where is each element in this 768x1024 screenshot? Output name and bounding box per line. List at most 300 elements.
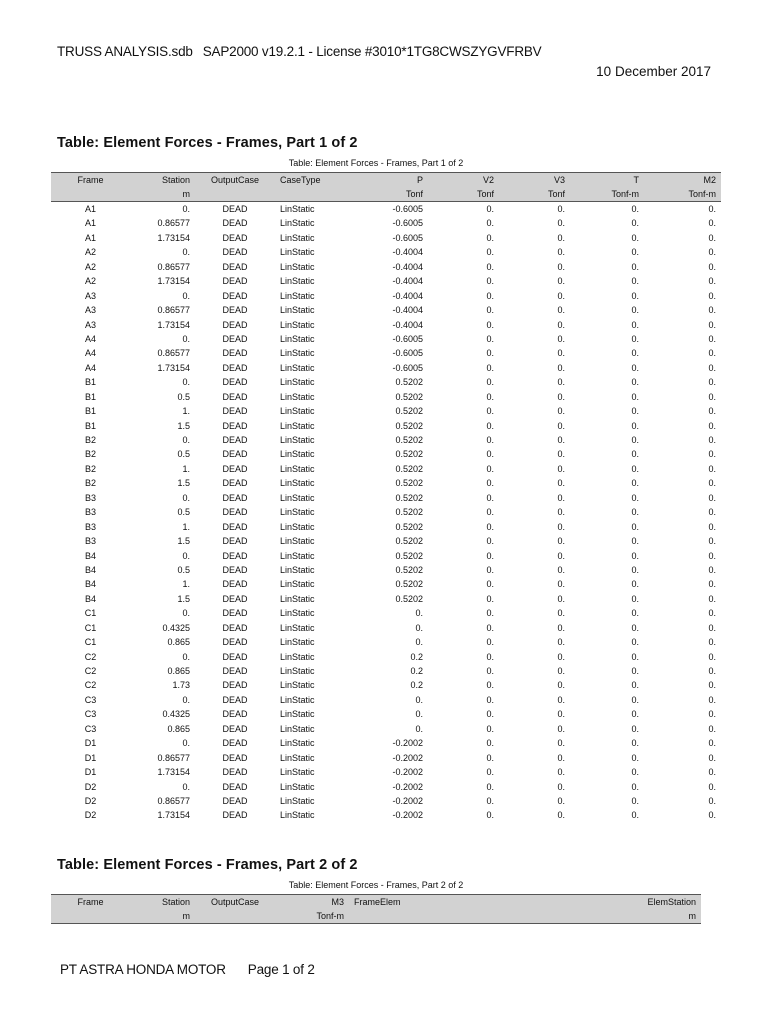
cell-outputcase: DEAD: [222, 377, 248, 388]
table-row: [51, 260, 721, 274]
cell-t: 0.: [631, 261, 639, 272]
cell-outputcase: DEAD: [222, 463, 248, 474]
cell-m2: 0.: [708, 492, 716, 503]
cell-frame: A2: [84, 276, 96, 287]
cell-station: 0.5: [177, 391, 190, 402]
cell-v3: 0.: [557, 391, 565, 402]
cell-t: 0.: [631, 348, 639, 359]
col-header-m2: M2: [644, 173, 721, 188]
unit-v2: Tonf: [428, 187, 499, 202]
cell-station: 0.: [182, 333, 190, 344]
cell-v3: 0.: [557, 247, 565, 258]
cell-frame: B3: [84, 507, 96, 518]
table-row: [51, 520, 721, 534]
cell-station: 1.73: [172, 680, 190, 691]
cell-p: -0.2002: [392, 752, 423, 763]
cell-casetype: LinStatic: [280, 810, 315, 821]
cell-v2: 0.: [486, 738, 494, 749]
table-row: [51, 621, 721, 635]
cell-v3: 0.: [557, 723, 565, 734]
cell-casetype: LinStatic: [280, 406, 315, 417]
table-row: [51, 534, 721, 548]
table-row: [51, 577, 721, 591]
cell-station: 0.5: [177, 449, 190, 460]
cell-t: 0.: [631, 435, 639, 445]
table-row: [51, 650, 721, 664]
cell-v3: 0.: [557, 666, 565, 676]
cell-p: -0.4004: [392, 319, 423, 330]
cell-v3: 0.: [557, 608, 565, 619]
cell-p: 0.: [415, 622, 423, 633]
cell-frame: C3: [84, 694, 97, 705]
cell-v3: 0.: [557, 738, 565, 749]
unit-v3: Tonf: [499, 187, 570, 202]
cell-v2: 0.: [486, 377, 494, 388]
cell-casetype: LinStatic: [280, 694, 315, 705]
cell-casetype: LinStatic: [280, 723, 315, 734]
cell-casetype: LinStatic: [280, 478, 315, 489]
cell-outputcase: DEAD: [222, 651, 248, 662]
unit-outputcase: [195, 909, 275, 924]
cell-casetype: LinStatic: [280, 449, 315, 460]
cell-station: 0.86577: [157, 305, 190, 316]
cell-frame: B4: [84, 564, 96, 575]
cell-v2: 0.: [486, 536, 494, 547]
cell-p: 0.: [415, 637, 423, 648]
col-header-outputcase: OutputCase: [195, 895, 275, 910]
cell-casetype: LinStatic: [280, 608, 315, 619]
cell-v3: 0.: [557, 333, 565, 344]
cell-outputcase: DEAD: [222, 608, 248, 619]
cell-v2: 0.: [486, 478, 494, 489]
table-row: [51, 664, 721, 678]
cell-outputcase: DEAD: [222, 550, 248, 561]
cell-outputcase: DEAD: [222, 435, 248, 445]
cell-frame: B2: [84, 435, 96, 445]
table-row: [51, 693, 721, 707]
cell-m2: 0.: [708, 478, 716, 489]
cell-t: 0.: [631, 694, 639, 705]
cell-v2: 0.: [486, 709, 494, 720]
cell-v3: 0.: [557, 261, 565, 272]
cell-v2: 0.: [486, 593, 494, 604]
cell-p: -0.4004: [392, 290, 423, 301]
cell-frame: B2: [84, 478, 96, 489]
cell-outputcase: DEAD: [222, 492, 248, 503]
cell-p: 0.5202: [395, 420, 423, 431]
cell-t: 0.: [631, 666, 639, 676]
col-header-outputcase: OutputCase: [195, 173, 275, 188]
cell-station: 0.: [182, 550, 190, 561]
cell-station: 0.: [182, 290, 190, 301]
cell-m2: 0.: [708, 550, 716, 561]
cell-t: 0.: [631, 536, 639, 547]
table-row: [51, 419, 721, 433]
col-header-station: Station: [130, 895, 195, 910]
cell-v3: 0.: [557, 204, 565, 214]
cell-p: 0.5202: [395, 579, 423, 590]
cell-v2: 0.: [486, 348, 494, 359]
cell-t: 0.: [631, 362, 639, 373]
cell-frame: C2: [84, 666, 97, 676]
cell-t: 0.: [631, 781, 639, 792]
table-row: [51, 606, 721, 620]
unit-frame: [51, 187, 130, 202]
cell-v3: 0.: [557, 810, 565, 821]
unit-p: Tonf: [349, 187, 428, 202]
table-row: [51, 476, 721, 490]
cell-v2: 0.: [486, 795, 494, 806]
table-row: [51, 462, 721, 476]
cell-outputcase: DEAD: [222, 752, 248, 763]
cell-t: 0.: [631, 218, 639, 229]
cell-casetype: LinStatic: [280, 637, 315, 648]
table-row: [51, 736, 721, 750]
table-row: [51, 231, 721, 245]
cell-frame: D1: [84, 767, 97, 778]
cell-v3: 0.: [557, 377, 565, 388]
cell-p: -0.4004: [392, 305, 423, 316]
table-row: [51, 751, 721, 765]
cell-outputcase: DEAD: [222, 767, 248, 778]
table2-title: Table: Element Forces - Frames, Part 2 of 2: [57, 857, 358, 873]
cell-t: 0.: [631, 478, 639, 489]
cell-station: 0.865: [167, 723, 190, 734]
cell-v2: 0.: [486, 463, 494, 474]
cell-v2: 0.: [486, 247, 494, 258]
cell-t: 0.: [631, 550, 639, 561]
cell-station: 0.4325: [162, 622, 190, 633]
cell-station: 0.86577: [157, 261, 190, 272]
cell-frame: B3: [84, 492, 96, 503]
cell-station: 1.5: [177, 593, 190, 604]
cell-t: 0.: [631, 377, 639, 388]
cell-outputcase: DEAD: [222, 521, 248, 532]
cell-casetype: LinStatic: [280, 738, 315, 749]
cell-station: 0.: [182, 651, 190, 662]
cell-station: 1.5: [177, 420, 190, 431]
table-row: [51, 707, 721, 721]
cell-t: 0.: [631, 247, 639, 258]
cell-frame: D2: [84, 781, 97, 792]
table-row: [51, 361, 721, 375]
cell-frame: A1: [84, 204, 96, 214]
table-row: [51, 794, 721, 808]
cell-t: 0.: [631, 449, 639, 460]
cell-casetype: LinStatic: [280, 463, 315, 474]
cell-t: 0.: [631, 406, 639, 417]
cell-casetype: LinStatic: [280, 680, 315, 691]
table-row: [51, 447, 721, 461]
cell-m2: 0.: [708, 290, 716, 301]
cell-frame: B4: [84, 579, 96, 590]
cell-v3: 0.: [557, 622, 565, 633]
cell-casetype: LinStatic: [280, 795, 315, 806]
element-forces-table-part1: [51, 172, 721, 823]
cell-v3: 0.: [557, 420, 565, 431]
company-name: PT ASTRA HONDA MOTOR: [60, 962, 226, 977]
cell-outputcase: DEAD: [222, 507, 248, 518]
cell-p: -0.6005: [392, 333, 423, 344]
cell-v2: 0.: [486, 507, 494, 518]
cell-m2: 0.: [708, 752, 716, 763]
cell-p: -0.2002: [392, 781, 423, 792]
cell-casetype: LinStatic: [280, 564, 315, 575]
cell-station: 0.: [182, 608, 190, 619]
unit-elemstation: m: [449, 909, 701, 924]
cell-outputcase: DEAD: [222, 680, 248, 691]
cell-m2: 0.: [708, 333, 716, 344]
cell-m2: 0.: [708, 738, 716, 749]
table-row: [51, 404, 721, 418]
cell-v2: 0.: [486, 723, 494, 734]
cell-frame: A1: [84, 232, 96, 243]
table1-title: Table: Element Forces - Frames, Part 1 of 2: [57, 135, 358, 151]
report-date: 10 December 2017: [596, 64, 711, 79]
element-forces-table-part2: [51, 894, 701, 924]
cell-outputcase: DEAD: [222, 290, 248, 301]
cell-p: -0.2002: [392, 767, 423, 778]
table2-header-row: [51, 895, 701, 910]
cell-p: 0.: [415, 723, 423, 734]
cell-t: 0.: [631, 290, 639, 301]
cell-p: 0.5202: [395, 463, 423, 474]
cell-v3: 0.: [557, 752, 565, 763]
cell-v2: 0.: [486, 810, 494, 821]
program-license: SAP2000 v19.2.1 - License #3010*1TG8CWSZYGVFRBV: [202, 44, 542, 59]
cell-v2: 0.: [486, 391, 494, 402]
cell-m2: 0.: [708, 593, 716, 604]
cell-m2: 0.: [708, 463, 716, 474]
cell-p: 0.2: [410, 651, 423, 662]
cell-station: 0.5: [177, 507, 190, 518]
cell-frame: D1: [84, 738, 97, 749]
cell-m2: 0.: [708, 694, 716, 705]
cell-v3: 0.: [557, 593, 565, 604]
cell-outputcase: DEAD: [222, 579, 248, 590]
cell-frame: A4: [84, 362, 96, 373]
cell-frame: B3: [84, 536, 96, 547]
cell-v2: 0.: [486, 550, 494, 561]
cell-frame: B4: [84, 550, 96, 561]
cell-outputcase: DEAD: [222, 564, 248, 575]
cell-casetype: LinStatic: [280, 593, 315, 604]
cell-v2: 0.: [486, 218, 494, 229]
cell-m2: 0.: [708, 348, 716, 359]
cell-outputcase: DEAD: [222, 362, 248, 373]
cell-frame: B2: [84, 463, 96, 474]
cell-m2: 0.: [708, 319, 716, 330]
cell-v2: 0.: [486, 204, 494, 214]
cell-frame: B1: [84, 391, 96, 402]
cell-m2: 0.: [708, 579, 716, 590]
cell-frame: D1: [84, 752, 97, 763]
cell-p: 0.5202: [395, 550, 423, 561]
cell-v2: 0.: [486, 420, 494, 431]
col-header-v3: V3: [499, 173, 570, 188]
cell-v3: 0.: [557, 362, 565, 373]
cell-outputcase: DEAD: [222, 738, 248, 749]
col-header-frame: Frame: [51, 173, 130, 188]
page-footer: [60, 962, 315, 977]
cell-m2: 0.: [708, 507, 716, 518]
cell-outputcase: DEAD: [222, 420, 248, 431]
cell-casetype: LinStatic: [280, 781, 315, 792]
cell-casetype: LinStatic: [280, 391, 315, 402]
table-row: [51, 592, 721, 606]
cell-station: 0.86577: [157, 218, 190, 229]
cell-v3: 0.: [557, 348, 565, 359]
table-row: [51, 332, 721, 346]
cell-m2: 0.: [708, 232, 716, 243]
cell-v3: 0.: [557, 507, 565, 518]
cell-t: 0.: [631, 333, 639, 344]
cell-m2: 0.: [708, 377, 716, 388]
cell-m2: 0.: [708, 666, 716, 676]
cell-frame: A2: [84, 261, 96, 272]
cell-station: 0.: [182, 694, 190, 705]
cell-v3: 0.: [557, 319, 565, 330]
cell-casetype: LinStatic: [280, 752, 315, 763]
cell-station: 1.: [182, 521, 190, 532]
cell-p: -0.6005: [392, 348, 423, 359]
cell-t: 0.: [631, 521, 639, 532]
cell-m2: 0.: [708, 391, 716, 402]
cell-m2: 0.: [708, 622, 716, 633]
cell-v3: 0.: [557, 305, 565, 316]
cell-frame: B4: [84, 593, 96, 604]
cell-station: 0.: [182, 492, 190, 503]
cell-m2: 0.: [708, 435, 716, 445]
cell-frame: D2: [84, 810, 97, 821]
cell-casetype: LinStatic: [280, 247, 315, 258]
cell-casetype: LinStatic: [280, 276, 315, 287]
cell-casetype: LinStatic: [280, 666, 315, 676]
cell-t: 0.: [631, 507, 639, 518]
cell-p: 0.: [415, 694, 423, 705]
cell-p: 0.5202: [395, 564, 423, 575]
cell-outputcase: DEAD: [222, 232, 248, 243]
cell-outputcase: DEAD: [222, 593, 248, 604]
cell-p: 0.5202: [395, 536, 423, 547]
table-row: [51, 678, 721, 692]
cell-t: 0.: [631, 579, 639, 590]
cell-frame: B1: [84, 406, 96, 417]
cell-v3: 0.: [557, 781, 565, 792]
cell-casetype: LinStatic: [280, 232, 315, 243]
cell-v2: 0.: [486, 651, 494, 662]
cell-t: 0.: [631, 738, 639, 749]
cell-frame: C2: [84, 651, 97, 662]
cell-frame: B1: [84, 377, 96, 388]
cell-frame: C1: [84, 637, 97, 648]
cell-v2: 0.: [486, 290, 494, 301]
cell-outputcase: DEAD: [222, 694, 248, 705]
cell-outputcase: DEAD: [222, 247, 248, 258]
cell-casetype: LinStatic: [280, 218, 315, 229]
cell-v3: 0.: [557, 521, 565, 532]
cell-p: 0.5202: [395, 406, 423, 417]
unit-casetype: [275, 187, 349, 202]
unit-m2: Tonf-m: [644, 187, 721, 202]
unit-t: Tonf-m: [570, 187, 644, 202]
cell-p: 0.5202: [395, 377, 423, 388]
cell-v2: 0.: [486, 637, 494, 648]
cell-station: 0.5: [177, 564, 190, 575]
col-header-frameelem: FrameElem: [349, 895, 449, 910]
cell-t: 0.: [631, 276, 639, 287]
cell-v3: 0.: [557, 579, 565, 590]
cell-frame: C1: [84, 622, 97, 633]
unit-m3: Tonf-m: [275, 909, 349, 924]
table-row: [51, 808, 721, 822]
cell-station: 1.73154: [157, 276, 190, 287]
cell-station: 1.73154: [157, 767, 190, 778]
cell-frame: A4: [84, 348, 96, 359]
cell-outputcase: DEAD: [222, 391, 248, 402]
cell-t: 0.: [631, 305, 639, 316]
cell-frame: A1: [84, 218, 96, 229]
cell-t: 0.: [631, 651, 639, 662]
cell-v2: 0.: [486, 261, 494, 272]
table1-body: [51, 202, 721, 823]
table-row: [51, 346, 721, 360]
table1-header-row: [51, 173, 721, 188]
cell-station: 1.5: [177, 478, 190, 489]
cell-casetype: LinStatic: [280, 290, 315, 301]
cell-t: 0.: [631, 492, 639, 503]
table-row: [51, 765, 721, 779]
table1-caption: Table: Element Forces - Frames, Part 1 of 2: [288, 158, 464, 168]
cell-outputcase: DEAD: [222, 810, 248, 821]
cell-outputcase: DEAD: [222, 305, 248, 316]
cell-v3: 0.: [557, 709, 565, 720]
cell-p: 0.5202: [395, 593, 423, 604]
cell-m2: 0.: [708, 521, 716, 532]
cell-p: 0.: [415, 608, 423, 619]
cell-t: 0.: [631, 723, 639, 734]
cell-p: 0.5202: [395, 391, 423, 402]
table-row: [51, 780, 721, 794]
cell-station: 0.: [182, 377, 190, 388]
cell-station: 0.86577: [157, 348, 190, 359]
cell-outputcase: DEAD: [222, 536, 248, 547]
cell-outputcase: DEAD: [222, 319, 248, 330]
cell-casetype: LinStatic: [280, 319, 315, 330]
cell-casetype: LinStatic: [280, 622, 315, 633]
cell-v3: 0.: [557, 478, 565, 489]
cell-m2: 0.: [708, 247, 716, 258]
cell-outputcase: DEAD: [222, 406, 248, 417]
cell-v2: 0.: [486, 435, 494, 445]
cell-p: 0.: [415, 709, 423, 720]
cell-station: 1.73154: [157, 362, 190, 373]
table-row: [51, 491, 721, 505]
cell-casetype: LinStatic: [280, 492, 315, 503]
cell-t: 0.: [631, 810, 639, 821]
cell-t: 0.: [631, 795, 639, 806]
cell-frame: C3: [84, 709, 97, 720]
cell-v2: 0.: [486, 449, 494, 460]
cell-m2: 0.: [708, 261, 716, 272]
cell-casetype: LinStatic: [280, 333, 315, 344]
cell-v2: 0.: [486, 579, 494, 590]
cell-v2: 0.: [486, 781, 494, 792]
cell-station: 0.: [182, 204, 190, 214]
cell-t: 0.: [631, 463, 639, 474]
table-row: [51, 274, 721, 288]
cell-outputcase: DEAD: [222, 723, 248, 734]
